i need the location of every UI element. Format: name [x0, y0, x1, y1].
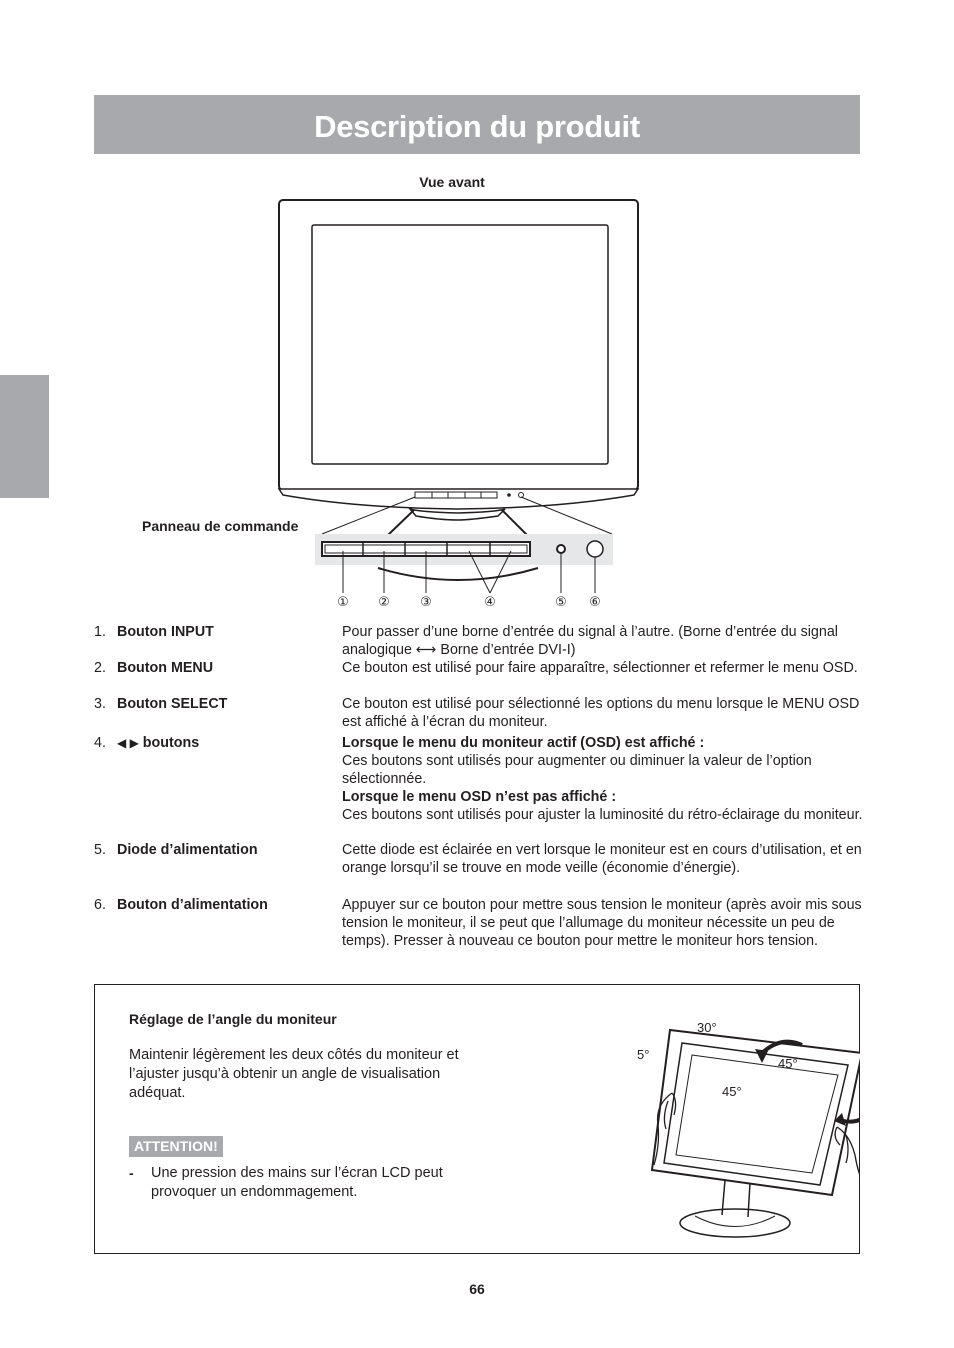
power-button [587, 541, 603, 557]
tilt-box-title: Réglage de l’angle du moniteur [129, 1011, 337, 1027]
callout-2: ② [378, 594, 390, 609]
item-subheading: Lorsque le menu OSD n’est pas affiché : [342, 789, 617, 805]
power-led [557, 545, 565, 553]
list-item [94, 659, 864, 695]
list-item [94, 695, 864, 734]
item-name: ◀ ▶ boutons [117, 735, 200, 751]
button-description-list [94, 623, 864, 968]
list-item [94, 841, 864, 896]
list-item [94, 734, 864, 841]
item-number: 6. [94, 897, 106, 913]
list-item [94, 896, 864, 968]
item-number: 5. [94, 842, 106, 858]
callout-4: ④ [484, 594, 496, 609]
attention-badge: ATTENTION! [129, 1136, 223, 1157]
callout-6: ⑥ [589, 594, 601, 609]
item-paragraph: Ces boutons sont utilisés pour ajuster la luminosité du rétro-éclairage du moniteur. [342, 807, 863, 823]
tilt-adjustment-box [94, 984, 860, 1254]
item-number: 1. [94, 624, 106, 640]
item-text: Ce bouton est utilisé pour faire apparaître, sélectionner et refermer le menu OSD. [342, 660, 858, 676]
item-text [342, 734, 864, 824]
item-paragraph: Ces boutons sont utilisés pour augmenter ou diminuer la valeur de l’option sélectionnée. [342, 753, 812, 787]
item-text: Ce bouton est utilisé pour sélectionné les options du menu lorsque le MENU OSD est affiché à l’écran du moniteur. [342, 696, 860, 730]
tilt-illustration [550, 1005, 860, 1250]
item-name: Bouton SELECT [117, 696, 228, 712]
item-text: Pour passer d’une borne d’entrée du signal à l’autre. (Borne d’entrée du signal analogique ⟷ Borne d’entrée DVI-I) [342, 624, 838, 658]
tilt-box-text: Maintenir légèrement les deux côtés du moniteur et l’ajuster jusqu’à obtenir un angle de visualisation adéquat. [129, 1047, 459, 1101]
monitor-screen [312, 225, 608, 464]
warning-text: Une pression des mains sur l’écran LCD peut provoquer un endommagement. [151, 1165, 443, 1200]
item-text: Cette diode est éclairée en vert lorsque le moniteur est en cours d’utilisation, et en orange lorsqu’il se trouve en mode veille (économie d’énergie). [342, 842, 862, 876]
list-item [94, 623, 864, 659]
angle-label-30: 30° [697, 1020, 717, 1035]
monitor-stand-neck [410, 509, 505, 520]
warning-bullet: - [129, 1165, 134, 1181]
callout-3: ③ [420, 594, 432, 609]
item-name: Bouton d’alimentation [117, 897, 268, 913]
monitor-button-strip [415, 492, 497, 498]
left-right-arrows-icon: ◀ ▶ [117, 736, 139, 750]
item-number: 2. [94, 660, 106, 676]
item-number: 3. [94, 696, 106, 712]
figure-view-label: Vue avant [419, 174, 485, 190]
page-number: 66 [469, 1281, 485, 1297]
angle-label-45-left: 45° [722, 1084, 742, 1099]
page-title: Description du produit [94, 95, 860, 154]
angle-label-5: 5° [637, 1047, 650, 1062]
item-text: Appuyer sur ce bouton pour mettre sous tension le moniteur (après avoir mis sous tension le moniteur, il se peut que l’allumage du moniteur nécessite un peu de temps). Presser à nouveau ce bouton pour mettre le moniteur hors tension. [342, 897, 862, 949]
callout-1: ① [337, 594, 349, 609]
item-number: 4. [94, 735, 106, 751]
item-name: Bouton MENU [117, 660, 214, 676]
item-subheading: Lorsque le menu du moniteur actif (OSD) est affiché : [342, 735, 705, 751]
item-name: Diode d’alimentation [117, 842, 258, 858]
angle-label-45-right: 45° [778, 1056, 798, 1071]
item-name: Bouton INPUT [117, 624, 214, 640]
control-panel-label: Panneau de commande [142, 518, 299, 534]
callout-5: ⑤ [555, 594, 567, 609]
